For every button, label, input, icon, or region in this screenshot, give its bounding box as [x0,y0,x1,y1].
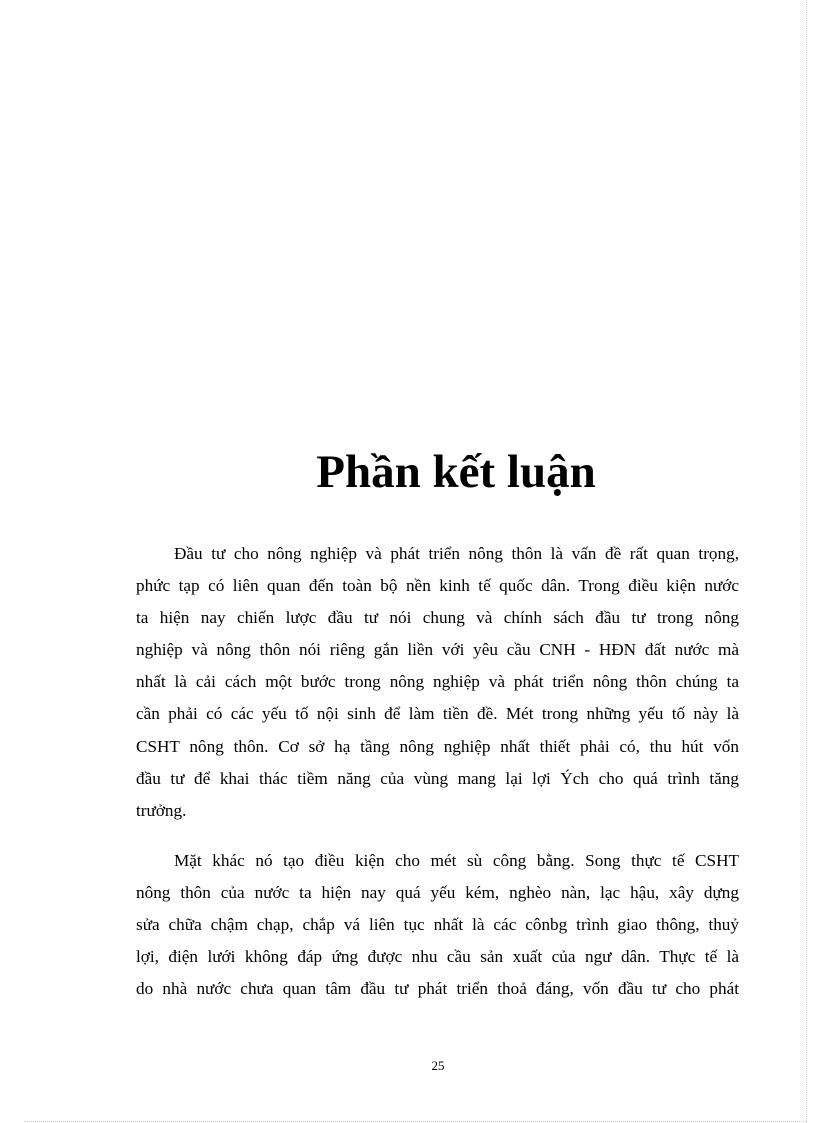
text-line: trưởng. [136,800,187,820]
text-line: Mặt khác nó tạo điều kiện cho mét sù công bằng. Song thực tế CSHT [174,851,739,870]
text-line: nghiệp và nông thôn nói riêng gắn liền với yêu cầu CNH - HĐN đất nước mà [136,640,739,660]
text-line: nhất là cải cách một bước trong nông nghiệp và phát triển nông thôn chúng ta [136,672,739,692]
page-edge-right [806,0,807,1123]
text-line: phức tạp có liên quan đến toàn bộ nền kinh tế quốc dân. Trong điều kiện nước [136,576,739,596]
paragraph-1 [136,538,739,827]
paragraph-2 [136,845,739,1005]
page-number: 25 [431,1058,445,1073]
page-edge-bottom [24,1121,806,1122]
text-line: lợi, điện lưới không đáp ứng được nhu cầu sản xuất của ngư dân. Thực tế là [136,947,739,967]
text-line: sửa chữa chậm chạp, chắp vá liên tục nhất là các cônbg trình giao thông, thuỷ [136,915,739,935]
text-line: ta hiện nay chiến lược đầu tư nói chung và chính sách đầu tư trong nông [136,608,739,628]
chapter-title: Phần kết luận [316,446,596,498]
text-line: cần phải có các yếu tố nội sinh để làm tiền đề. Mét trong những yếu tố này là [136,704,739,724]
text-line: đầu tư để khai thác tiềm năng của vùng mang lại lợi Ých cho quá trình tăng [136,768,739,788]
text-line: nông thôn của nước ta hiện nay quá yếu kém, nghèo nàn, lạc hậu, xây dựng [136,883,739,903]
text-line: CSHT nông thôn. Cơ sở hạ tầng nông nghiệp nhất thiết phải có, thu hút vốn [136,736,739,756]
text-line: do nhà nước chưa quan tâm đầu tư phát triển thoả đáng, vốn đầu tư cho phát [136,979,739,999]
text-line: Đầu tư cho nông nghiệp và phát triển nông thôn là vấn đề rất quan trọng, [174,544,739,563]
